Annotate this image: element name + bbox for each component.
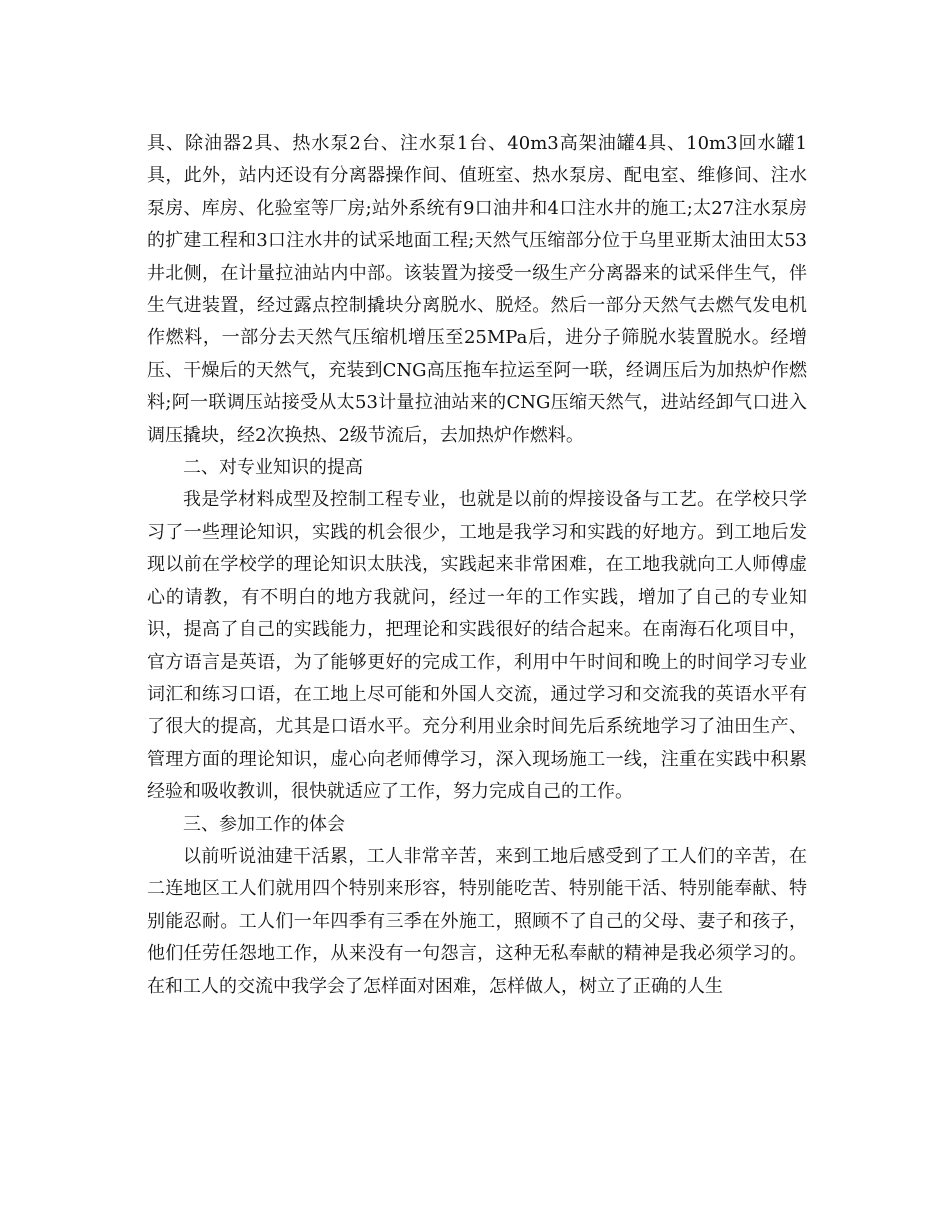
paragraph-work-experience: 以前听说油建干活累，工人非常辛苦，来到工地后感受到了工人们的辛苦，在二连地区工人们就用四个特别来形容，特别能吃苦、特别能干活、特别能奉献、特别能忍耐。工人们一年四季有三季在外施工，照顾不了自己的父母、妻子和孩子，他们任劳任怨地工作，从来没有一句怨言，这种无私奉献的精神是我必须学习的。在和工人的交流中我学会了怎样面对困难，怎样做人，树立了正确的人生 <box>147 845 807 997</box>
paragraph-professional-knowledge: 我是学材料成型及控制工程专业，也就是以前的焊接设备与工艺。在学校只学习了一些理论知识，实践的机会很少，工地是我学习和实践的好地方。到工地后发现以前在学校学的理论知识太肤浅，实践起来非常困难，在工地我就向工人师傅虚心的请教，有不明白的地方我就问，经过一年的工作实践，增加了自己的专业知识，提高了自己的实践能力，把理论和实践很好的结合起来。在南海石化项目中，官方语言是英语，为了能够更好的完成工作，利用中午时间和晚上的时间学习专业词汇和练习口语，在工地上尽可能和外国人交流，通过学习和交流我的英语水平有了很大的提高，尤其是口语水平。充分利用业余时间先后系统地学习了油田生产、管理方面的理论知识，虚心向老师傅学习，深入现场施工一线，注重在实践中积累经验和吸收教训，很快就适应了工作，努力完成自己的工作。 <box>147 489 807 803</box>
document-body <box>147 128 807 1003</box>
section-heading-professional-knowledge: 二、对专业知识的提高 <box>183 457 363 479</box>
paragraph-project-description: 具、除油器2具、热水泵2台、注水泵1台、40m3高架油罐4具、10m3回水罐1具，此外，站内还设有分离器操作间、值班室、热水泵房、配电室、维修间、注水泵房、库房、化验室等厂房;站外系统有9口油井和4口注水井的施工;太27注水泵房的扩建工程和3口注水井的试采地面工程;天然气压缩部分位于乌里亚斯太油田太53井北侧，在计量拉油站内中部。该装置为接受一级生产分离器来的试采伴生气，伴生气进装置，经过露点控制撬块分离脱水、脱烃。然后一部分天然气去燃气发电机作燃料，一部分去天然气压缩机增压至25MPa后，进分子筛脱水装置脱水。经增压、干燥后的天然气，充装到CNG高压拖车拉运至阿一联，经调压后为加热炉作燃料;阿一联调压站接受从太53计量拉油站来的CNG压缩天然气，进站经卸气口进入调压撬块，经2次换热、2级节流后，去加热炉作燃料。 <box>147 133 807 446</box>
section-heading-work-experience: 三、参加工作的体会 <box>183 813 345 835</box>
